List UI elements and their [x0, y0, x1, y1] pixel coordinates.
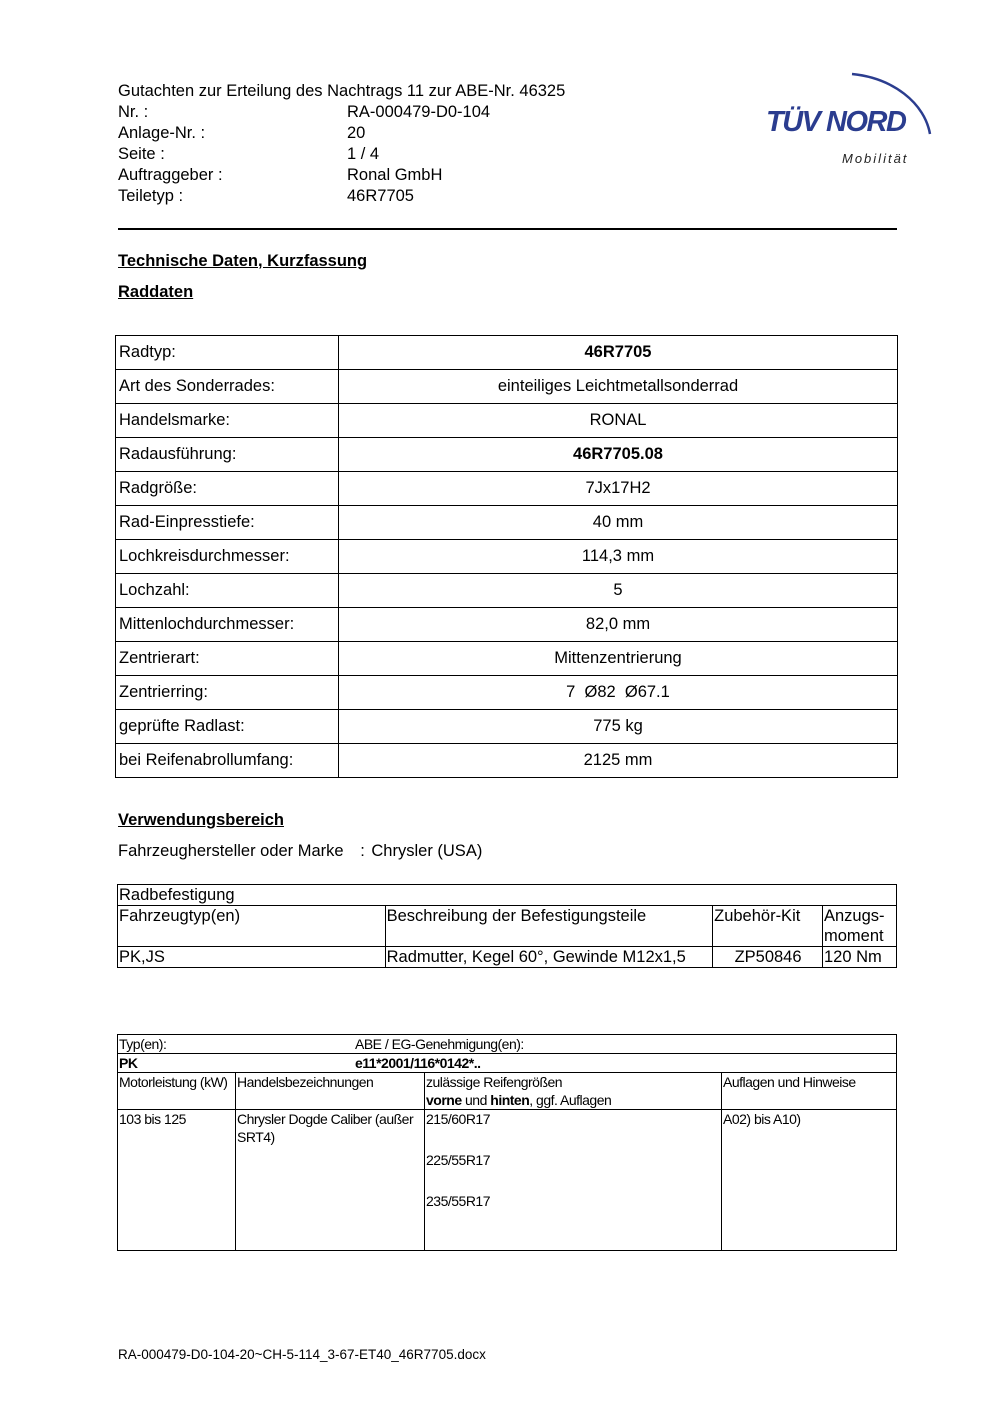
- table-row: Art des Sonderrades: einteiliges Leichtmetallsonderrad: [116, 370, 898, 404]
- raddaten-table: [115, 335, 898, 778]
- heading-verwendungsbereich: Verwendungsbereich: [118, 811, 284, 829]
- usage-line: [118, 842, 482, 861]
- radbefestigung-title: Radbefestigung: [118, 885, 897, 906]
- usage-separator: :: [360, 842, 365, 860]
- table-row: [118, 885, 897, 906]
- typ-value: PK: [119, 1055, 138, 1071]
- table-header-row: Fahrzeugtyp(en) Beschreibung der Befestigungsteile Zubehör-Kit Anzugs-moment: [118, 906, 897, 947]
- table-row: Rad-Einpresstiefe: 40 mm: [116, 506, 898, 540]
- abe-label: ABE / EG-Genehmigung(en):: [355, 1036, 524, 1052]
- document-header: [118, 81, 565, 207]
- footer-filename: RA-000479-D0-104-20~CH-5-114_3-67-ET40_46R7705.docx: [118, 1347, 486, 1362]
- table-row: Mittenlochdurchmesser: 82,0 mm: [116, 608, 898, 642]
- typ-label: Typ(en):: [119, 1036, 167, 1052]
- header-field-seite: Seite : 1 / 4: [118, 145, 380, 163]
- usage-value: Chrysler (USA): [371, 842, 483, 860]
- table-row: bei Reifenabrollumfang: 2125 mm: [116, 744, 898, 778]
- table-row: Zentrierring: 7 Ø82 Ø67.1: [116, 676, 898, 710]
- table-row: PK,JS Radmutter, Kegel 60°, Gewinde M12x1,5 ZP50846 120 Nm: [118, 947, 897, 968]
- table-row: Radtyp: 46R7705: [116, 336, 898, 370]
- heading-raddaten: Raddaten: [118, 283, 194, 301]
- logo-subtitle: Mobilität: [842, 151, 909, 166]
- table-row: geprüfte Radlast: 775 kg: [116, 710, 898, 744]
- table-header-row: Motorleistung (kW) Handelsbezeichnungen zulässige Reifengrößen vorne und hinten, ggf. Auflagen Auflagen und Hinweise: [118, 1073, 897, 1110]
- header-field-nr: Nr. : RA-000479-D0-104: [118, 103, 491, 121]
- table-row: Handelsmarke: RONAL: [116, 404, 898, 438]
- usage-label: Fahrzeughersteller oder Marke: [118, 842, 344, 860]
- header-field-teiletyp: Teiletyp : 46R7705: [118, 187, 414, 205]
- header-field-auftraggeber: Auftraggeber : Ronal GmbH: [118, 166, 443, 184]
- table-row: 103 bis 125 Chrysler Dogde Caliber (außer SRT4) 215/60R17 225/55R17 235/55R17 A02) bis A10): [118, 1110, 897, 1251]
- table-row: Zentrierart: Mittenzentrierung: [116, 642, 898, 676]
- table-row: Lochzahl: 5: [116, 574, 898, 608]
- heading-technische-daten: Technische Daten, Kurzfassung: [118, 252, 368, 270]
- table-row: Radgröße: 7Jx17H2: [116, 472, 898, 506]
- table-row: Lochkreisdurchmesser: 114,3 mm: [116, 540, 898, 574]
- header-divider: [118, 228, 897, 230]
- radbefestigung-table: [117, 884, 897, 968]
- abe-value: e11*2001/116*0142*..: [355, 1055, 481, 1071]
- document-title: Gutachten zur Erteilung des Nachtrags 11 zur ABE-Nr. 46325: [118, 82, 566, 100]
- tuv-nord-logo: [760, 56, 940, 176]
- logo-brand: TÜV NORD: [766, 106, 906, 138]
- table-row: [118, 1035, 897, 1054]
- typen-table: [117, 1034, 897, 1251]
- table-row: Radausführung: 46R7705.08: [116, 438, 898, 472]
- header-field-anlage: Anlage-Nr. : 20: [118, 124, 366, 142]
- table-row: [118, 1054, 897, 1073]
